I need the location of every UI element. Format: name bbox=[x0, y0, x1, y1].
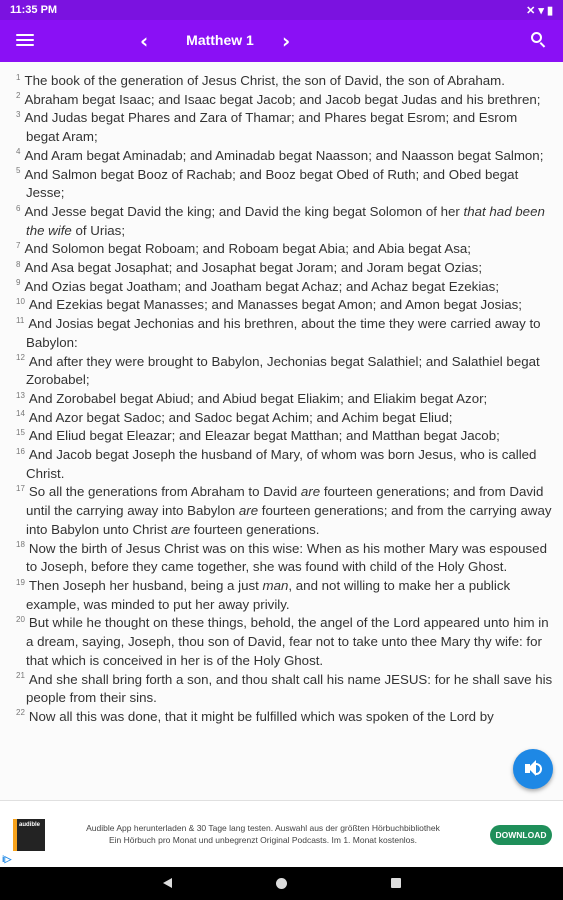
verse-number: 21 bbox=[16, 671, 25, 681]
verse-12[interactable] bbox=[16, 353, 553, 390]
verse-text: Now the birth of Jesus Christ was on this wise: When as his mother Mary was espoused to Joseph, before they came together, she was found with child of the Holy Ghost. bbox=[26, 540, 547, 575]
verse-text: Abraham begat Isaac; and Isaac begat Jacob; and Jacob begat Judas and his brethren; bbox=[24, 91, 541, 107]
ad-choices-icon[interactable]: i▷ bbox=[2, 854, 12, 864]
verse-14[interactable] bbox=[16, 409, 553, 428]
verse-text: The book of the generation of Jesus Christ, the son of David, the son of Abraham. bbox=[24, 73, 505, 88]
verse-text: And Azor begat Sadoc; and Sadoc begat Achim; and Achim begat Eliud; bbox=[28, 409, 453, 425]
chapter-title[interactable]: Matthew 1 bbox=[186, 32, 254, 48]
status-indicators: ✕ ▾ ▮ bbox=[526, 4, 553, 17]
home-icon[interactable] bbox=[276, 878, 287, 889]
status-time: 11:35 PM bbox=[10, 4, 58, 16]
verse-text: And Aram begat Aminadab; and Aminadab begat Naasson; and Naasson begat Salmon; bbox=[24, 147, 544, 163]
verse-text: Then Joseph her husband, being a just man, and not willing to make her a publick example, was minded to put her away privily. bbox=[26, 577, 511, 612]
verse-text: And Solomon begat Roboam; and Roboam begat Abia; and Abia begat Asa; bbox=[24, 241, 471, 257]
verse-15[interactable] bbox=[16, 427, 553, 446]
verse-text: And she shall bring forth a son, and thou shalt call his name JESUS: for he shall save his people from their sins. bbox=[26, 671, 553, 706]
verse-18[interactable] bbox=[16, 540, 553, 577]
previous-chapter-button[interactable]: ‹ bbox=[140, 29, 149, 53]
verse-text: And Ozias begat Joatham; and Joatham begat Achaz; and Achaz begat Ezekias; bbox=[24, 278, 500, 294]
verse-number: 13 bbox=[16, 390, 25, 400]
ad-line-1: Audible App herunterladen & 30 Tage lang testen. Auswahl aus der größten Hörbuchbibliothek bbox=[86, 823, 440, 833]
verse-number: 8 bbox=[16, 259, 21, 269]
verse-number: 19 bbox=[16, 577, 25, 587]
chapter-text bbox=[0, 62, 563, 800]
ad-text[interactable] bbox=[58, 822, 468, 846]
verse-number: 5 bbox=[16, 166, 21, 176]
verse-19[interactable] bbox=[16, 577, 553, 614]
verse-11[interactable] bbox=[16, 315, 553, 352]
verse-text: And Salmon begat Booz of Rachab; and Booz begat Obed of Ruth; and Obed begat Jesse; bbox=[24, 166, 519, 201]
verse-number: 4 bbox=[16, 147, 21, 157]
verse-13[interactable] bbox=[16, 390, 553, 409]
verse-number: 22 bbox=[16, 708, 25, 718]
status-bar bbox=[0, 0, 563, 20]
verse-text: And Josias begat Jechonias and his brethren, about the time they were carried away to Babylon: bbox=[26, 316, 541, 350]
verse-text: So all the generations from Abraham to David are fourteen generations; and from David until the carrying away into Babylon are fourteen generations; and from the carrying away into Babylon unto Christ are fourteen generations. bbox=[26, 484, 552, 537]
verse-20[interactable] bbox=[16, 614, 553, 670]
verse-number: 2 bbox=[16, 91, 21, 101]
verse-number: 7 bbox=[16, 240, 21, 250]
recent-apps-icon[interactable] bbox=[391, 878, 401, 888]
menu-icon[interactable] bbox=[14, 31, 36, 51]
verse-22[interactable] bbox=[16, 708, 553, 727]
verse-8[interactable] bbox=[16, 259, 553, 278]
verse-2[interactable] bbox=[16, 91, 553, 110]
verse-number: 16 bbox=[16, 446, 25, 456]
verse-number: 9 bbox=[16, 278, 21, 288]
verse-1[interactable] bbox=[16, 72, 553, 91]
verse-9[interactable] bbox=[16, 278, 553, 297]
search-icon[interactable] bbox=[531, 32, 547, 48]
verse-text: And Zorobabel begat Abiud; and Abiud begat Eliakim; and Eliakim begat Azor; bbox=[28, 390, 488, 406]
verse-5[interactable] bbox=[16, 166, 553, 203]
verse-21[interactable] bbox=[16, 671, 553, 708]
verse-number: 15 bbox=[16, 427, 25, 437]
verse-number: 14 bbox=[16, 409, 25, 419]
verse-text: And Asa begat Josaphat; and Josaphat begat Joram; and Joram begat Ozias; bbox=[24, 260, 483, 276]
verse-number: 18 bbox=[16, 540, 25, 550]
audible-logo[interactable]: audible bbox=[13, 819, 45, 851]
audio-playback-button[interactable] bbox=[513, 749, 553, 789]
ad-line-2: Ein Hörbuch pro Monat und unbegrenzt Original Podcasts. Im 1. Monat kostenlos. bbox=[108, 835, 418, 845]
verse-number: 17 bbox=[16, 484, 25, 494]
verse-text: Now all this was done, that it might be fulfilled which was spoken of the Lord by bbox=[28, 708, 494, 724]
verse-number: 6 bbox=[16, 203, 21, 213]
status-icons bbox=[526, 4, 553, 17]
system-navigation-bar bbox=[0, 867, 563, 900]
app-bar bbox=[0, 20, 563, 62]
verse-text: And Eliud begat Eleazar; and Eleazar begat Matthan; and Matthan begat Jacob; bbox=[28, 428, 500, 444]
verse-number: 1 bbox=[16, 72, 21, 82]
verse-number: 12 bbox=[16, 353, 25, 363]
verse-number: 10 bbox=[16, 297, 25, 307]
ad-banner[interactable] bbox=[0, 800, 563, 867]
next-chapter-button[interactable]: › bbox=[282, 29, 291, 53]
verse-7[interactable] bbox=[16, 240, 553, 259]
verse-17[interactable] bbox=[16, 483, 553, 539]
verse-number: 11 bbox=[16, 315, 25, 325]
verse-3[interactable] bbox=[16, 109, 553, 146]
ad-download-button[interactable]: DOWNLOAD bbox=[490, 825, 552, 845]
verse-16[interactable] bbox=[16, 446, 553, 483]
verse-number: 20 bbox=[16, 614, 25, 624]
verse-6[interactable] bbox=[16, 203, 553, 240]
verse-text: And Ezekias begat Manasses; and Manasses begat Amon; and Amon begat Josias; bbox=[28, 297, 522, 313]
verse-text: And Judas begat Phares and Zara of Thamar; and Phares begat Esrom; and Esrom begat Aram; bbox=[24, 110, 518, 145]
verse-text: And Jacob begat Joseph the husband of Mary, of whom was born Jesus, who is called Christ. bbox=[26, 447, 537, 481]
back-icon[interactable] bbox=[163, 878, 172, 888]
verse-10[interactable] bbox=[16, 296, 553, 315]
verse-number: 3 bbox=[16, 109, 21, 119]
verse-text: And Jesse begat David the king; and David the king begat Solomon of her that had been the wife of Urias; bbox=[24, 203, 545, 238]
verse-text: But while he thought on these things, behold, the angel of the Lord appeared unto him in a dream, saying, Joseph, thou son of David, fear not to take unto thee Mary thy wife: for that which is conceived in her is of the Holy Ghost. bbox=[26, 615, 549, 668]
verse-4[interactable] bbox=[16, 147, 553, 166]
verse-text: And after they were brought to Babylon, Jechonias begat Salathiel; and Salathiel begat Zorobabel; bbox=[26, 353, 540, 388]
